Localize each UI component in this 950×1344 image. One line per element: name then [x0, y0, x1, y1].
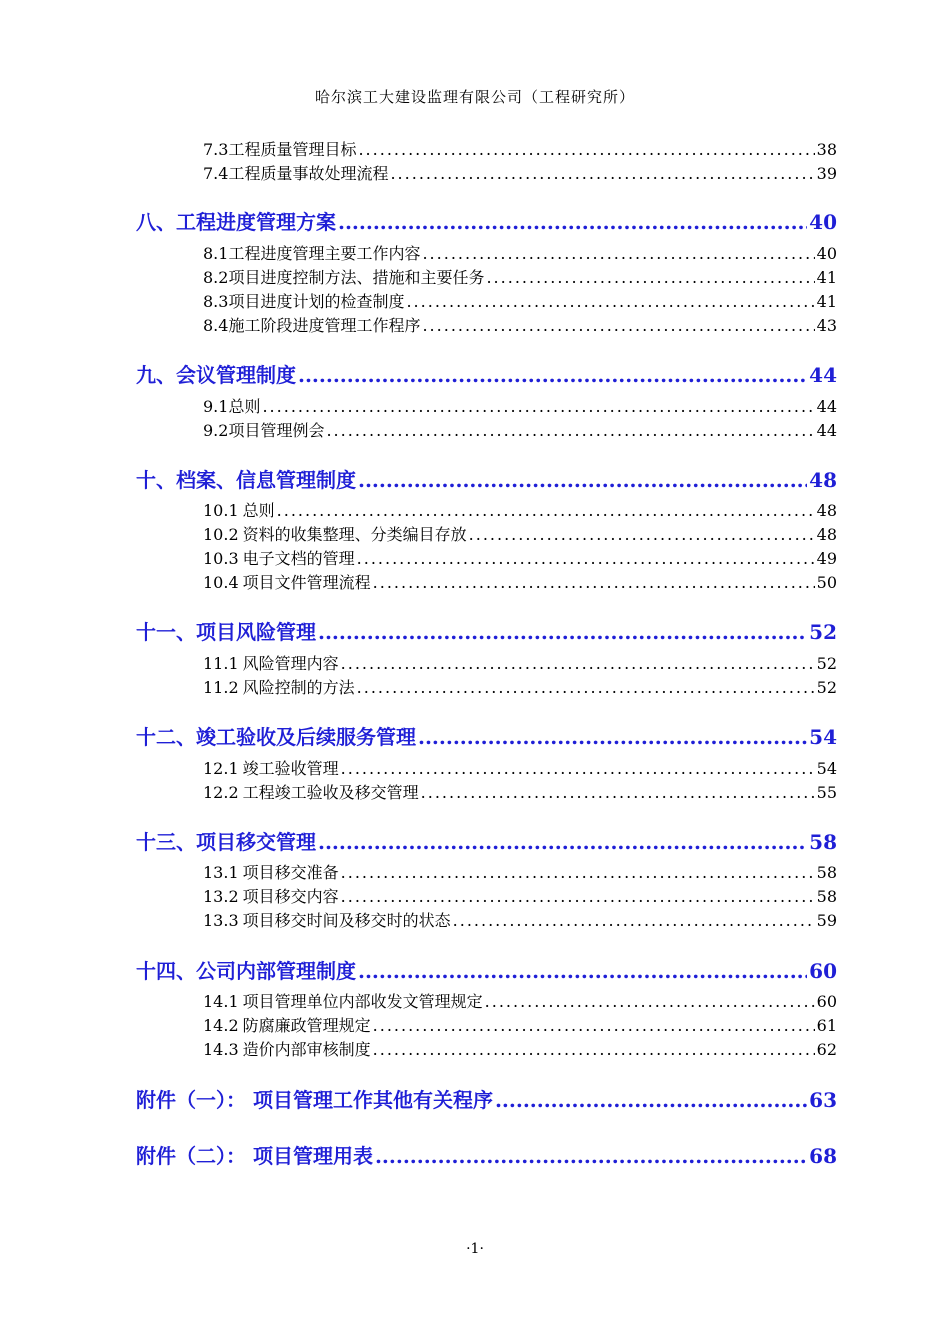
toc-subsection-entry[interactable]	[203, 313, 837, 335]
toc-leader-dots	[358, 140, 814, 159]
toc-entry-number: 7.3	[203, 140, 229, 159]
toc-subsection-entry[interactable]	[203, 1013, 837, 1035]
toc-entry-number: 13.1	[203, 863, 239, 882]
toc-leader-dots	[469, 525, 815, 544]
toc-page-number: 54	[809, 725, 837, 749]
toc-entry-title: 工程质量管理目标	[228, 140, 357, 159]
toc-page-number: 43	[816, 316, 837, 335]
toc-page-number: 58	[809, 830, 837, 854]
toc-leader-dots	[341, 759, 815, 778]
toc-leader-dots	[453, 911, 815, 930]
toc-leader-dots	[357, 549, 815, 568]
toc-section-entry[interactable]	[136, 1140, 837, 1168]
toc-entry-number: 13.3	[203, 911, 239, 930]
toc-leader-dots	[341, 863, 815, 882]
toc-entry-title: 风险管理内容	[242, 654, 339, 673]
toc-subsection-entry[interactable]	[203, 241, 837, 263]
toc-section-entry[interactable]	[136, 616, 837, 644]
toc-entry-title: 防腐廉政管理规定	[242, 1016, 371, 1035]
toc-entry-title: 项目进度计划的检查制度	[228, 292, 405, 311]
toc-page-number: 44	[816, 397, 837, 416]
toc-entry-number: 10.2	[203, 525, 239, 544]
toc-leader-dots	[341, 887, 815, 906]
toc-section-entry[interactable]	[136, 1084, 837, 1112]
toc-page-number: 48	[816, 501, 837, 520]
toc-leader-dots	[390, 164, 814, 183]
toc-entry-title: 竣工验收管理	[242, 759, 339, 778]
toc-page-number: 40	[816, 244, 837, 263]
toc-page-number: 48	[816, 525, 837, 544]
toc-leader-dots	[486, 268, 814, 287]
toc-subsection-entry[interactable]	[203, 394, 837, 416]
toc-section-entry[interactable]	[136, 206, 837, 234]
toc-subsection-entry[interactable]	[203, 498, 837, 520]
toc-page-number: 52	[809, 620, 837, 644]
toc-page-number: 40	[809, 210, 837, 234]
toc-page-number: 41	[816, 292, 837, 311]
toc-leader-dots	[358, 468, 807, 492]
toc-entry-title: 项目文件管理流程	[242, 573, 371, 592]
toc-page-number: 44	[809, 363, 837, 387]
toc-leader-dots	[373, 1016, 815, 1035]
page-number: ·1·	[466, 1241, 484, 1257]
toc-page-number: 61	[816, 1016, 837, 1035]
toc-entry-number: 10.1	[203, 501, 239, 520]
toc-entry-title: 项目移交内容	[242, 887, 339, 906]
toc-leader-dots	[357, 678, 815, 697]
toc-entry-title: 十三、项目移交管理	[136, 830, 316, 854]
toc-leader-dots	[375, 1144, 807, 1168]
toc-leader-dots	[262, 397, 814, 416]
toc-page-number: 60	[816, 992, 837, 1011]
toc-subsection-entry[interactable]	[203, 265, 837, 287]
toc-entry-number: 10.3	[203, 549, 239, 568]
toc-page-number: 62	[816, 1040, 837, 1059]
toc-subsection-entry[interactable]	[203, 908, 837, 930]
toc-leader-dots	[277, 501, 815, 520]
toc-subsection-entry[interactable]	[203, 780, 837, 802]
toc-entry-title: 资料的收集整理、分类编目存放	[242, 525, 467, 544]
toc-leader-dots	[326, 421, 814, 440]
page-header: 哈尔滨工大建设监理有限公司（工程研究所）	[314, 88, 635, 106]
toc-subsection-entry[interactable]	[203, 989, 837, 1011]
toc-section-entry[interactable]	[136, 826, 837, 854]
toc-leader-dots	[422, 244, 814, 263]
toc-page-number: 41	[816, 268, 837, 287]
toc-leader-dots	[318, 830, 807, 854]
toc-page-number: 50	[816, 573, 837, 592]
toc-subsection-entry[interactable]	[203, 756, 837, 778]
toc-subsection-entry[interactable]	[203, 675, 837, 697]
toc-entry-number: 14.3	[203, 1040, 239, 1059]
toc-entry-title: 九、会议管理制度	[136, 363, 296, 387]
toc-entry-title: 工程质量事故处理流程	[228, 164, 389, 183]
toc-entry-title: 风险控制的方法	[242, 678, 355, 697]
toc-entry-title: 工程竣工验收及移交管理	[242, 783, 419, 802]
toc-subsection-entry[interactable]	[203, 860, 837, 882]
toc-leader-dots	[485, 992, 815, 1011]
toc-entry-title: 十、档案、信息管理制度	[136, 468, 356, 492]
toc-entry-number: 14.1	[203, 992, 239, 1011]
toc-page-number: 44	[816, 421, 837, 440]
toc-entry-title: 总则	[242, 501, 275, 520]
toc-leader-dots	[341, 654, 815, 673]
toc-entry-title: 项目管理单位内部收发文管理规定	[242, 992, 483, 1011]
toc-leader-dots	[418, 725, 807, 749]
toc-subsection-entry[interactable]	[203, 418, 837, 440]
toc-entry-title: 施工阶段进度管理工作程序	[228, 316, 421, 335]
toc-page-number: 54	[816, 759, 837, 778]
toc-page-number: 59	[816, 911, 837, 930]
toc-page-number: 58	[816, 863, 837, 882]
toc-section-entry[interactable]	[136, 955, 837, 983]
toc-leader-dots	[373, 573, 815, 592]
toc-subsection-entry[interactable]	[203, 546, 837, 568]
toc-page-number: 58	[816, 887, 837, 906]
toc-section-entry[interactable]	[136, 721, 837, 749]
toc-leader-dots	[373, 1040, 815, 1059]
toc-page-number: 38	[816, 140, 837, 159]
toc-entry-title: 十一、项目风险管理	[136, 620, 316, 644]
toc-leader-dots	[318, 620, 807, 644]
toc-section-entry[interactable]	[136, 464, 837, 492]
toc-entry-title: 项目管理例会	[228, 421, 325, 440]
toc-entry-title: 附件（一）： 项目管理工作其他有关程序	[136, 1088, 493, 1112]
toc-entry-title: 项目移交准备	[242, 863, 339, 882]
toc-section-entry[interactable]	[136, 359, 837, 387]
toc-entry-title: 附件（二）： 项目管理用表	[136, 1144, 373, 1168]
toc-entry-number: 9.1	[203, 397, 229, 416]
toc-subsection-entry[interactable]	[203, 1037, 837, 1059]
toc-leader-dots	[298, 363, 807, 387]
toc-entry-number: 11.1	[203, 654, 239, 673]
toc-subsection-entry[interactable]	[203, 570, 837, 592]
toc-entry-number: 10.4	[203, 573, 239, 592]
toc-entry-number: 14.2	[203, 1016, 239, 1035]
toc-page-number: 52	[816, 678, 837, 697]
toc-entry-number: 8.2	[203, 268, 229, 287]
toc-entry-title: 八、工程进度管理方案	[136, 210, 336, 234]
toc-page-number: 68	[809, 1144, 837, 1168]
toc-leader-dots	[421, 783, 815, 802]
toc-entry-title: 十四、公司内部管理制度	[136, 959, 356, 983]
toc-entry-title: 电子文档的管理	[242, 549, 355, 568]
toc-entry-title: 项目移交时间及移交时的状态	[242, 911, 451, 930]
toc-subsection-entry[interactable]	[203, 522, 837, 544]
toc-page-number: 39	[816, 164, 837, 183]
toc-entry-number: 7.4	[203, 164, 229, 183]
toc-page-number: 49	[816, 549, 837, 568]
toc-entry-title: 工程进度管理主要工作内容	[228, 244, 421, 263]
toc-page-number: 63	[809, 1088, 837, 1112]
toc-entry-number: 8.4	[203, 316, 229, 335]
toc-entry-number: 8.3	[203, 292, 229, 311]
toc-entry-title: 项目进度控制方法、措施和主要任务	[228, 268, 485, 287]
toc-subsection-entry[interactable]	[203, 884, 837, 906]
toc-page-number: 48	[809, 468, 837, 492]
toc-entry-number: 12.2	[203, 783, 239, 802]
toc-leader-dots	[422, 316, 814, 335]
toc-entry-number: 11.2	[203, 678, 239, 697]
toc-leader-dots	[495, 1088, 807, 1112]
toc-entry-number: 12.1	[203, 759, 239, 778]
toc-entry-number: 9.2	[203, 421, 229, 440]
toc-leader-dots	[406, 292, 814, 311]
toc-entry-number: 8.1	[203, 244, 229, 263]
toc-leader-dots	[338, 210, 807, 234]
toc-page-number: 55	[816, 783, 837, 802]
toc-subsection-entry[interactable]	[203, 289, 837, 311]
toc-page-number: 52	[816, 654, 837, 673]
toc-page-number: 60	[809, 959, 837, 983]
toc-subsection-entry[interactable]	[203, 651, 837, 673]
toc-entry-title: 十二、竣工验收及后续服务管理	[136, 725, 416, 749]
toc-entry-title: 总则	[228, 397, 261, 416]
toc-subsection-entry[interactable]	[203, 161, 837, 183]
toc-leader-dots	[358, 959, 807, 983]
toc-entry-number: 13.2	[203, 887, 239, 906]
toc-entry-title: 造价内部审核制度	[242, 1040, 371, 1059]
toc-subsection-entry[interactable]	[203, 137, 837, 159]
